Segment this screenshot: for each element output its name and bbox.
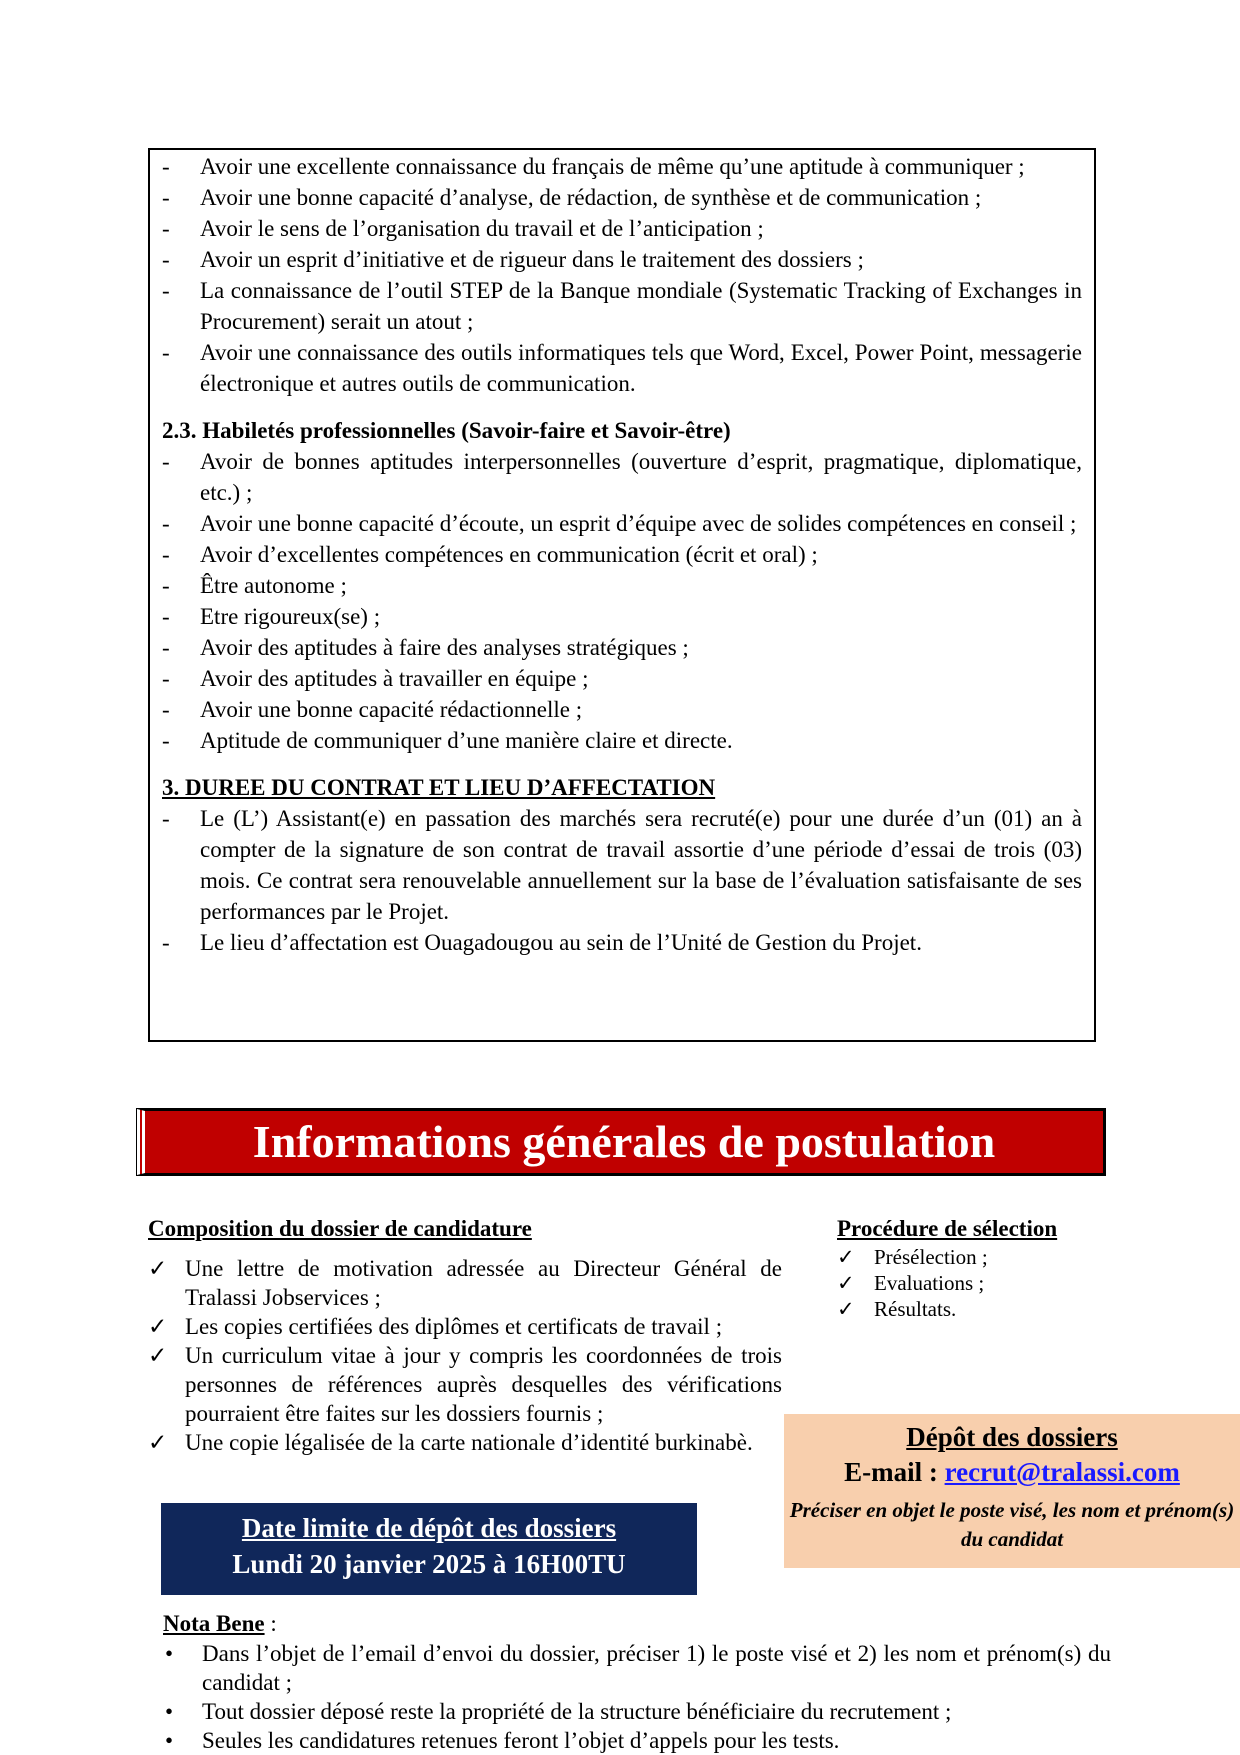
list-item: - Avoir des aptitudes à faire des analyses stratégiques ; <box>162 632 1082 663</box>
requirements-box <box>148 148 1096 1042</box>
check-icon: ✓ <box>148 1256 168 1281</box>
deadline-date: Lundi 20 janvier 2025 à 16H00TU <box>232 1549 626 1579</box>
list-item: - Avoir d’excellentes compétences en communication (écrit et oral) ; <box>162 539 1082 570</box>
list-item: • Dans l’objet de l’email d’envoi du dossier, préciser 1) le poste visé et 2) les nom et prénom(s) du candidat ; <box>165 1641 1111 1695</box>
selection-list <box>837 1244 1137 1322</box>
list-item: - Aptitude de communiquer d’une manière claire et directe. <box>162 725 1082 756</box>
composition-list <box>148 1254 782 1457</box>
nota-list <box>163 1639 1111 1755</box>
check-icon: ✓ <box>148 1343 168 1368</box>
list-item: ✓ Evaluations ; <box>837 1271 985 1295</box>
list-item: ✓ Résultats. <box>837 1297 957 1321</box>
section-title-contrat: 3. DUREE DU CONTRAT ET LIEU D’AFFECTATION <box>162 775 716 800</box>
nota-label: Nota Bene <box>163 1611 265 1636</box>
list-item: ✓ Une lettre de motivation adressée au Directeur Général de Tralassi Jobservices ; <box>148 1256 782 1310</box>
composition-title: Composition du dossier de candidature <box>148 1216 532 1241</box>
nota-section <box>163 1609 1111 1755</box>
list-item: - Avoir une bonne capacité d’analyse, de rédaction, de synthèse et de communication ; <box>162 182 1082 213</box>
selection-section <box>837 1214 1137 1322</box>
depot-title: Dépôt des dossiers <box>906 1422 1118 1452</box>
list-item: - La connaissance de l’outil STEP de la Banque mondiale (Systematic Tracking of Exchanges in Procurement) serait un atout ; <box>162 275 1082 337</box>
list-item: - Le lieu d’affectation est Ouagadougou au sein de l’Unité de Gestion du Projet. <box>162 927 1082 958</box>
nota-heading <box>163 1609 1111 1639</box>
deadline-title: Date limite de dépôt des dossiers <box>241 1513 617 1543</box>
check-icon: ✓ <box>837 1245 855 1269</box>
list-item: - Avoir une bonne capacité rédactionnelle ; <box>162 694 1082 725</box>
contrat-list <box>162 803 1082 958</box>
check-icon: ✓ <box>148 1314 168 1339</box>
check-icon: ✓ <box>837 1297 855 1321</box>
list-item: - Avoir une connaissance des outils informatiques tels que Word, Excel, Power Point, messagerie électronique et autres outils de communication. <box>162 337 1082 399</box>
list-item: - Avoir un esprit d’initiative et de rigueur dans le traitement des dossiers ; <box>162 244 1082 275</box>
list-item: ✓ Les copies certifiées des diplômes et certificats de travail ; <box>148 1314 723 1339</box>
deadline-box <box>161 1503 697 1595</box>
depot-note: Préciser en objet le poste visé, les nom et prénom(s) du candidat <box>789 1498 1235 1551</box>
list-item: • Seules les candidatures retenues feront l’objet d’appels pour les tests. <box>165 1728 840 1753</box>
composition-section <box>148 1214 782 1457</box>
bullet-icon: • <box>165 1728 174 1753</box>
email-label: E-mail : <box>844 1457 945 1487</box>
list-item: - Avoir de bonnes aptitudes interpersonnelles (ouverture d’esprit, pragmatique, diplomatique, etc.) ; <box>162 446 1082 508</box>
list-item: - Avoir le sens de l’organisation du travail et de l’anticipation ; <box>162 213 1082 244</box>
list-item: - Etre rigoureux(se) ; <box>162 601 1082 632</box>
check-icon: ✓ <box>837 1271 855 1295</box>
depot-email-line <box>784 1454 1240 1490</box>
section-title-habiletes: 2.3. Habiletés professionnelles (Savoir-faire et Savoir-être) <box>162 418 731 443</box>
list-item: - Avoir une bonne capacité d’écoute, un esprit d’équipe avec de solides compétences en conseil ; <box>162 508 1082 539</box>
list-item: ✓ Présélection ; <box>837 1245 988 1269</box>
check-icon: ✓ <box>148 1430 168 1455</box>
list-item: - Avoir des aptitudes à travailler en équipe ; <box>162 663 1082 694</box>
bullet-icon: • <box>165 1641 174 1666</box>
selection-title: Procédure de sélection <box>837 1216 1058 1241</box>
list-item: ✓ Un curriculum vitae à jour y compris les coordonnées de trois personnes de références auprès desquelles des vérifications pourraient être faites sur les dossiers fournis ; <box>148 1343 782 1426</box>
nota-suffix: : <box>264 1611 277 1636</box>
depot-box <box>784 1414 1240 1568</box>
list-item: • Tout dossier déposé reste la propriété de la structure bénéficiaire du recrutement ; <box>165 1699 952 1724</box>
list-item: - Avoir une excellente connaissance du français de même qu’une aptitude à communiquer ; <box>162 151 1082 182</box>
skills-list <box>162 151 1082 399</box>
section-banner: Informations générales de postulation <box>137 1109 1105 1175</box>
list-item: - Le (L’) Assistant(e) en passation des marchés sera recruté(e) pour une durée d’un (01) an à compter de la signature de son contrat de travail assortie d’une période d’essai de trois (03) mois. Ce contrat sera renouvelable annuellement sur la base de l’évaluation satisfaisante de ses performances par le Projet. <box>162 803 1082 927</box>
list-item: - Être autonome ; <box>162 570 1082 601</box>
bullet-icon: • <box>165 1699 174 1724</box>
list-item: ✓ Une copie légalisée de la carte nationale d’identité burkinabè. <box>148 1430 753 1455</box>
habiletes-list <box>162 446 1082 756</box>
email-link[interactable]: recrut@tralassi.com <box>944 1457 1180 1487</box>
